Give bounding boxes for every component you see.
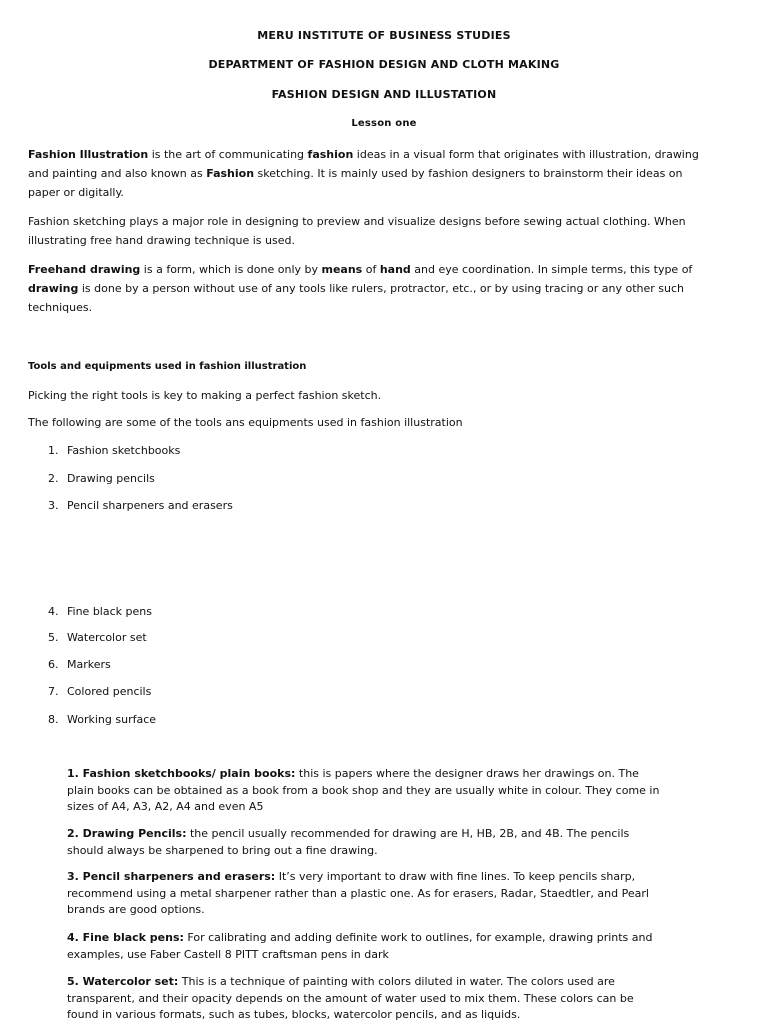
tools-heading: Tools and equipments used in fashion illustration <box>28 361 307 372</box>
intro-paragraph-2: Fashion sketching plays a major role in designing to preview and visualize designs before sewing actual clothing. When illustrating free hand drawing technique is used. <box>28 215 686 247</box>
definition-item: 4. Fine black pens: For calibrating and adding definite work to outlines, for example, drawing prints and examples, use Faber Castell 8 PITT craftsman pens in dark <box>67 931 653 961</box>
list-item: 7. Colored pencils <box>48 685 152 698</box>
institute-title: MERU INSTITUTE OF BUSINESS STUDIES <box>257 29 511 42</box>
list-item: 4. Fine black pens <box>48 605 152 618</box>
definition-item: 1. Fashion sketchbooks/ plain books: this is papers where the designer draws her drawings on. The plain books can be obtained as a book from a book shop and they are usually white in colour. They come in sizes of A4, A3, A2, A4 and even A5 <box>67 767 660 813</box>
course-title: FASHION DESIGN AND ILLUSTATION <box>271 88 497 101</box>
definition-item: 2. Drawing Pencils: the pencil usually recommended for drawing are H, HB, 2B, and 4B. The pencils should always be sharpened to bring out a fine drawing. <box>67 827 630 857</box>
list-item: 6. Markers <box>48 658 111 671</box>
list-item: 8. Working surface <box>48 713 157 726</box>
definition-item: 3. Pencil sharpeners and erasers: It’s very important to draw with fine lines. To keep pencils sharp, recommend using a metal sharpener rather than a plastic one. As for erasers, Radar, Staedtler, and Pearl brands are good options. <box>67 870 649 916</box>
department-title: DEPARTMENT OF FASHION DESIGN AND CLOTH MAKING <box>208 58 560 71</box>
list-item: 3. Pencil sharpeners and erasers <box>48 499 233 512</box>
term-freehand-drawing: Freehand drawing <box>28 263 141 276</box>
list-item: 5. Watercolor set <box>48 631 147 644</box>
lesson-title: Lesson one <box>351 118 417 129</box>
definition-item: 5. Watercolor set: This is a technique of painting with colors diluted in water. The colors used are transparent, and their opacity depends on the amount of water used to mix them. These colors can be found in various formats, such as tubes, blocks, watercolor pencils, and as liquids. <box>67 975 634 1021</box>
tools-intro-line-2: The following are some of the tools ans equipments used in fashion illustration <box>28 416 463 429</box>
tools-intro-line-1: Picking the right tools is key to making a perfect fashion sketch. <box>28 389 382 402</box>
intro-paragraph-1: Fashion Illustration is the art of communicating fashion ideas in a visual form that originates with illustration, drawing and painting and also known as Fashion sketching. It is mainly used by fashion designers to brainstorm their ideas on paper or digitally. <box>28 148 699 199</box>
term-fashion-illustration: Fashion Illustration <box>28 148 149 161</box>
list-item: 1. Fashion sketchbooks <box>48 444 181 457</box>
list-item: 2. Drawing pencils <box>48 472 155 485</box>
intro-paragraph-3: Freehand drawing is a form, which is done only by means of hand and eye coordination. In simple terms, this type of drawing is done by a person without use of any tools like rulers, protractor, etc., or by using tracing or any other such techniques. <box>28 263 693 314</box>
